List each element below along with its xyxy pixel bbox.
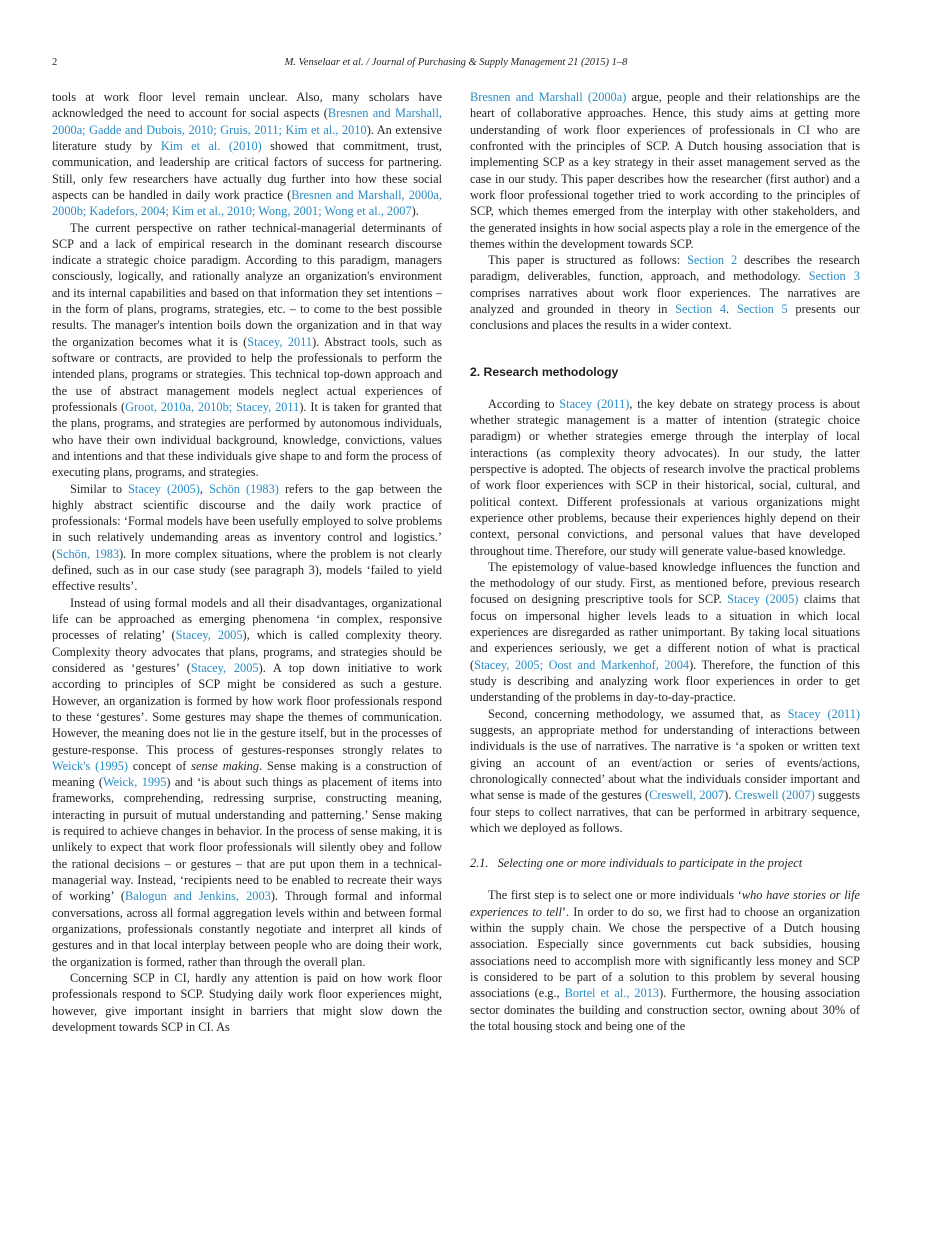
running-header [52,55,860,71]
citation-link[interactable]: Weick, 1995 [103,775,167,790]
citation-link[interactable]: Stacey (2011) [787,706,860,721]
section-link[interactable]: Section 4 [675,302,727,317]
right-column [470,89,860,1034]
paragraph: The current perspective on rather technical-managerial determinants of SCP and a lack of empirical research in the dominant research discourse indicate a strategic choice paradigm. According to this paradigm, managers consciously, logically, and rationally analyze an organization's environment and its internal capabilities and based on that information they set intentions – in the form of plans, programs, strategies, etc. – to come to the best possible results. The manager's intention boils down the organization and in that way the organization becomes what it is (Stacey, 2011). Abstract tools, such as software or contracts, are provided to help the professionals to perform the intended plans, programs or strategies. This technical top-down approach and the use of abstract management models neglect actual experiences of professionals (Groot, 2010a, 2010b; Stacey, 2011). It is taken for granted that the plans, programs, and strategies are performed by autonomous individuals, who have their own individual background, knowledge, convictions, values and intentions and that these individuals give shape to and form the process of executing plans, programs, and strategies. [52,220,442,480]
paragraph: Instead of using formal models and all their disadvantages, organizational life can be approached as emerging phenomena ‘in complex, responsive processes of relating’ (Stacey, 2005), which is called complexity theory. Complexity theory advocates that plans, programs, and strategies should be considered as ‘gestures’ (Stacey, 2005). A top down initiative to work according to principles of SCP might be considered as such a gesture. However, an organization is formed by how work floor professionals respond to these ‘gestures’. Some gestures may shape the themes of communication. However, the meaning does not lie in the gesture itself, but in the processes of gesture-response. This process of gestures-responses strongly relates to Weick's (1995) concept of sense making. Sense making is a construction of meaning (Weick, 1995) and ‘is about such things as placement of items into frameworks, comprehending, redressing surprise, constructing meaning, interacting in pursuit of mutual understanding and patterning.’ Sense making is required to achieve changes in behavior. In the process of sense making, it is unlikely to expect that work floor professionals will silently obey and follow the rational decisions – or gestures – that are put upon them in a technical-managerial way. Instead, ‘recipients need to be enabled to recreate their ways of working’ (Balogun and Jenkins, 2003). Through formal and informal conversations, across all formal aggregation levels within and between formal organizations, professionals constantly negotiate and interpret all kinds of gestures and in that local interplay between people who are doing their work, the organization is formed, rather than through the overall plan. [52,595,443,969]
section-link[interactable]: Section 5 [736,302,788,317]
citation-link[interactable]: Weick's (1995) [52,758,128,773]
section-link[interactable]: Section 3 [808,269,860,284]
citation-link[interactable]: Stacey (2005) [727,592,799,607]
citation-link[interactable]: Balogun and Jenkins, 2003 [124,889,271,904]
citation-link[interactable]: Bresnen and Marshall (2000a) [470,90,627,104]
citation-link[interactable]: Bortel et al., 2013 [564,986,660,1001]
subsection-number: 2.1. [470,856,489,871]
section-heading: 2. Research methodology [470,364,619,379]
citation-link[interactable]: Bresnen and Marshall, 2000a, 2000b; Kadefors, 2004; Kim et al., 2010; Wong, 2001; Wong et al., 2007 [52,187,442,219]
journal-running-head: M. Venselaar et al. / Journal of Purchasing & Supply Management 21 (2015) 1–8 [284,57,628,68]
paragraph: Bresnen and Marshall (2000a) argue, people and their relationships are the heart of collaborative approaches. Hence, this study aims at getting more understanding of work floor experiences of professionals in CI who are confronted with the principles of SCP. A Dutch housing association that is implementing SCP as a key strategy in their asset management served as the case in our study. This paper describes how the researcher (first author) and a work floor professional together tried to work according to the principles of SCP, which themes emerged from the interplay with other stakeholders, and the generated insights in how social aspects play a role in the emergence of the themes within the development towards SCP. [470,90,861,251]
paragraph: According to Stacey (2011), the key debate on strategy process is about whether strategic management is a matter of intention (strategic choice paradigm) or whether strategies emerge through the interplay of local interactions (as complexity theory advocates). In our study, the latter perspective is adopted. The objects of research involve the practical problems of work floor experiences with SCP in their historical, social, cultural, and political context. Different professionals at various organizations might experience other problems, because their experiences highly depend on their context, personal convictions, and personal values that have developed throughout time. Therefore, our study will generate value-based knowledge. [470,396,860,558]
paragraph: tools at work floor level remain unclear. Also, many scholars have acknowledged the need to account for social aspects (Bresnen and Marshall, 2000a; Gadde and Dubois, 2010; Gruis, 2011; Kim et al., 2010). An extensive literature study by Kim et al. (2010) showed that commitment, trust, communication, and leadership are critical factors of success for partnering. Still, only few researchers have actually dug further into how these social aspects can be handled in daily work practice (Bresnen and Marshall, 2000a, 2000b; Kadefors, 2004; Kim et al., 2010; Wong, 2001; Wong et al., 2007). [52,90,443,219]
page-number: 2 [52,57,58,68]
left-column [52,89,442,1035]
citation-link[interactable]: Schön, 1983 [56,546,120,561]
paragraph: Second, concerning methodology, we assumed that, as Stacey (2011) suggests, an appropriate method for understanding of interactions between individuals is the use of narratives. The narrative is ‘a spoken or written text giving an account of an event/action or series of events/actions, chronologically connected’ about what the individuals consider important and what sense is made of the gestures (Creswell, 2007). Creswell (2007) suggests four steps to collect narratives, that can be performed in arbitrary sequence, which we deployed as follows. [470,706,861,835]
subsection-title: Selecting one or more individuals to participate in the project [497,856,803,871]
citation-link[interactable]: Stacey (2005) [128,481,200,496]
citation-link[interactable]: Stacey, 2005; Oost and Markenhof, 2004 [474,657,690,672]
paragraph: Similar to Stacey (2005), Schön (1983) refers to the gap between the highly abstract scientific discourse and the daily work practice of professionals: ‘Formal models have been usefully employed to solve problems in such relatively undemanding areas as inventory control and logistics.’ (Schön, 1983). In more complex situations, where the problem is not clearly defined, such as in our case study (see paragraph 3), models ‘failed to yield effective results’. [52,481,442,594]
section-link[interactable]: Section 2 [687,253,738,268]
paragraph: Concerning SCP in CI, hardly any attention is paid on how work floor professionals respond to SCP. Studying daily work floor experiences might, however, give important insight in barriers that might slow down the development towards SCP in CI. As [52,970,442,1034]
citation-link[interactable]: Stacey, 2005 [190,660,259,675]
citation-link[interactable]: Groot, 2010a, 2010b; Stacey, 2011 [125,399,300,414]
paragraph: The first step is to select one or more individuals ‘who have stories or life experiences to tell’. In order to do so, we first had to choose an organization within the supply chain. We chose the perspective of a Dutch housing association. Especially since governments cut back subsidies, housing associations need to accomplish more with significantly less money and SCP is considered to be part of a solution to this problem by several housing associations (e.g., Bortel et al., 2013). Furthermore, the housing association sector dominates the building and construction sector, owning about 30% of the total housing stock and being one of the [470,888,860,1033]
citation-link[interactable]: Schön (1983) [209,481,279,496]
paragraph: This paper is structured as follows: Section 2 describes the research paradigm, deliverables, function, approach, and methodology. Section 3 comprises narratives about work floor experiences. The narratives are analyzed and grounded in theory in Section 4. Section 5 presents our conclusions and places the results in a wider context. [470,253,860,333]
paragraph: The epistemology of value-based knowledge influences the function and the methodology of our study. First, as mentioned before, previous research focused on designing prescriptive tools for SCP. Stacey (2005) claims that focus on impersonal higher levels leads to a situation in which local experiences are disregarded as rather unimportant. By taking local situations and experiences seriously, we get a different notion of what is practical (Stacey, 2005; Oost and Markenhof, 2004). Therefore, the function of this study is describing and analyzing work floor experiences in order to get understanding of the problems in day-to-day-practice. [470,559,860,705]
citation-link[interactable]: Kim et al. (2010) [160,138,262,153]
citation-link[interactable]: Creswell (2007) [734,788,815,803]
citation-link[interactable]: Stacey (2011) [559,396,630,411]
citation-link[interactable]: Creswell, 2007 [649,788,725,803]
citation-link[interactable]: Stacey, 2011 [247,334,313,349]
subsection-heading [470,855,860,871]
citation-link[interactable]: Stacey, 2005 [175,628,243,643]
citation-link[interactable]: Bresnen and Marshall, 2000a; Gadde and Dubois, 2010; Gruis, 2011; Kim et al., 2010 [52,106,442,137]
